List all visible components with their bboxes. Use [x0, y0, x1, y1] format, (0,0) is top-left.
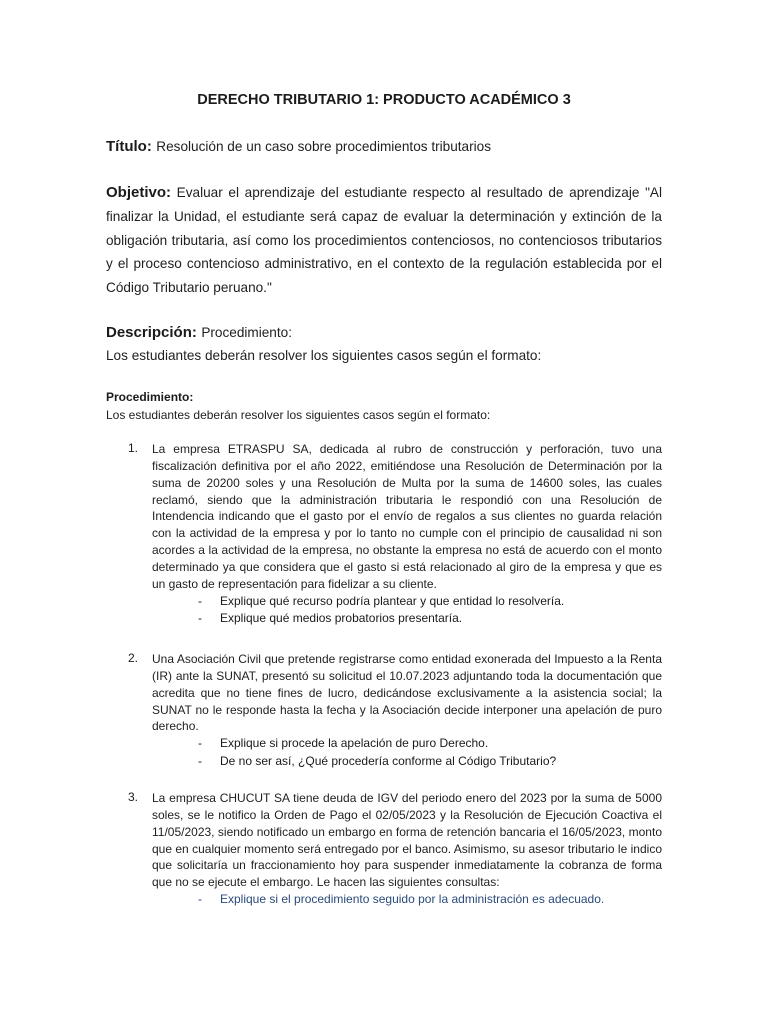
case-sub-item: [198, 753, 662, 771]
titulo-text: Resolución de un caso sobre procedimientos tributarios: [156, 139, 492, 154]
descripcion-text: Procedimiento:: [201, 325, 292, 340]
titulo-label: Título:: [106, 138, 152, 155]
document-title: DERECHO TRIBUTARIO 1: PRODUCTO ACADÉMICO 3: [197, 92, 571, 108]
objetivo-text: Evaluar el aprendizaje del estudiante respecto al resultado de aprendizaje "Al finalizar la Unidad, el estudiante será capaz de evaluar la determinación y extinción de la obligación tributaria, así como los procedimientos contenciosos, no contenciosos tributarios y el proceso contencioso administrativo, en el contexto de la regulación establecida por el Código Tributario peruano.": [106, 185, 662, 296]
case-sub-item: [198, 891, 662, 909]
case-sub-item: [198, 735, 662, 753]
case-number: 3.: [128, 790, 139, 804]
case-sub-item: [198, 593, 662, 611]
dash-bullet: -: [198, 736, 202, 751]
objetivo-section: [106, 181, 662, 300]
case-number: 1.: [128, 441, 139, 455]
case-text: La empresa ETRASPU SA, dedicada al rubro de construcción y perforación, tuvo una fiscalización definitiva por el año 2022, emitiéndose una Resolución de Determinación por la suma de 20200 soles y una Resolución de Multa por la suma de 14600 soles, las cuales reclamó, siendo que la administración tributaria le respondió con una Resolución de Intendencia indicando que el gasto por el envío de regalos a sus clientes no guarda relación con la actividad de la empresa y por lo tanto no cumple con el principio de causalidad ni son acordes a la actividad de la empresa, no obstante la empresa no está de acuerdo con el monto determinado ya que considera que el gasto si está relacionado al giro de la empresa y que es un gasto de representación para fidelizar a su cliente.: [152, 442, 662, 591]
case-item: [106, 441, 662, 628]
dash-bullet: -: [198, 593, 202, 608]
dash-bullet: -: [198, 753, 202, 768]
procedimiento-heading: Procedimiento:: [106, 390, 194, 404]
case-sub-item: [198, 610, 662, 628]
procedimiento-instruction: Los estudiantes deberán resolver los siguientes casos según el formato:: [106, 408, 491, 422]
titulo-section: [106, 138, 662, 156]
dash-bullet: -: [198, 611, 202, 626]
case-sub-text: Explique si el procedimiento seguido por la administración es adecuado.: [220, 892, 605, 907]
case-text: La empresa CHUCUT SA tiene deuda de IGV del periodo enero del 2023 por la suma de 5000 soles, se le notifico la Orden de Pago el 02/05/2023 y la Resolución de Ejecución Coactiva el 11/05/2023, siendo notificado un embargo en forma de retención bancaria el 16/05/2023, monto que en cualquier momento será entregado por el banco. Asimismo, su asesor tributario le indico que solicitaría un fraccionamiento hoy para suspender inmediatamente la cobranza de forma que no se ejecute el embargo. Le hacen las siguientes consultas:: [152, 791, 662, 890]
case-sub-text: Explique qué recurso podría plantear y que entidad lo resolvería.: [220, 593, 565, 608]
case-text: Una Asociación Civil que pretende registrarse como entidad exonerada del Impuesto a la Renta (IR) ante la SUNAT, presentó su solicitud el 10.07.2023 adjuntando toda la documentación que acredita que no tiene fines de lucro, dedicándose exclusivamente a la asistencia social; la SUNAT no le responde hasta la fecha y la Asociación decide interponer una apelación de puro derecho.: [152, 652, 662, 734]
case-sub-text: Explique qué medios probatorios presentaría.: [220, 611, 463, 626]
case-sub-text: De no ser así, ¿Qué procedería conforme al Código Tributario?: [220, 753, 557, 768]
dash-bullet: -: [198, 892, 202, 907]
case-item: [106, 651, 662, 770]
descripcion-instruction: Los estudiantes deberán resolver los siguientes casos según el formato:: [106, 348, 542, 363]
descripcion-section: [106, 324, 662, 342]
descripcion-label: Descripción:: [106, 324, 197, 341]
case-number: 2.: [128, 651, 139, 665]
objetivo-label: Objetivo:: [106, 184, 172, 201]
case-item: [106, 790, 662, 909]
case-sub-text: Explique si procede la apelación de puro Derecho.: [220, 736, 489, 751]
